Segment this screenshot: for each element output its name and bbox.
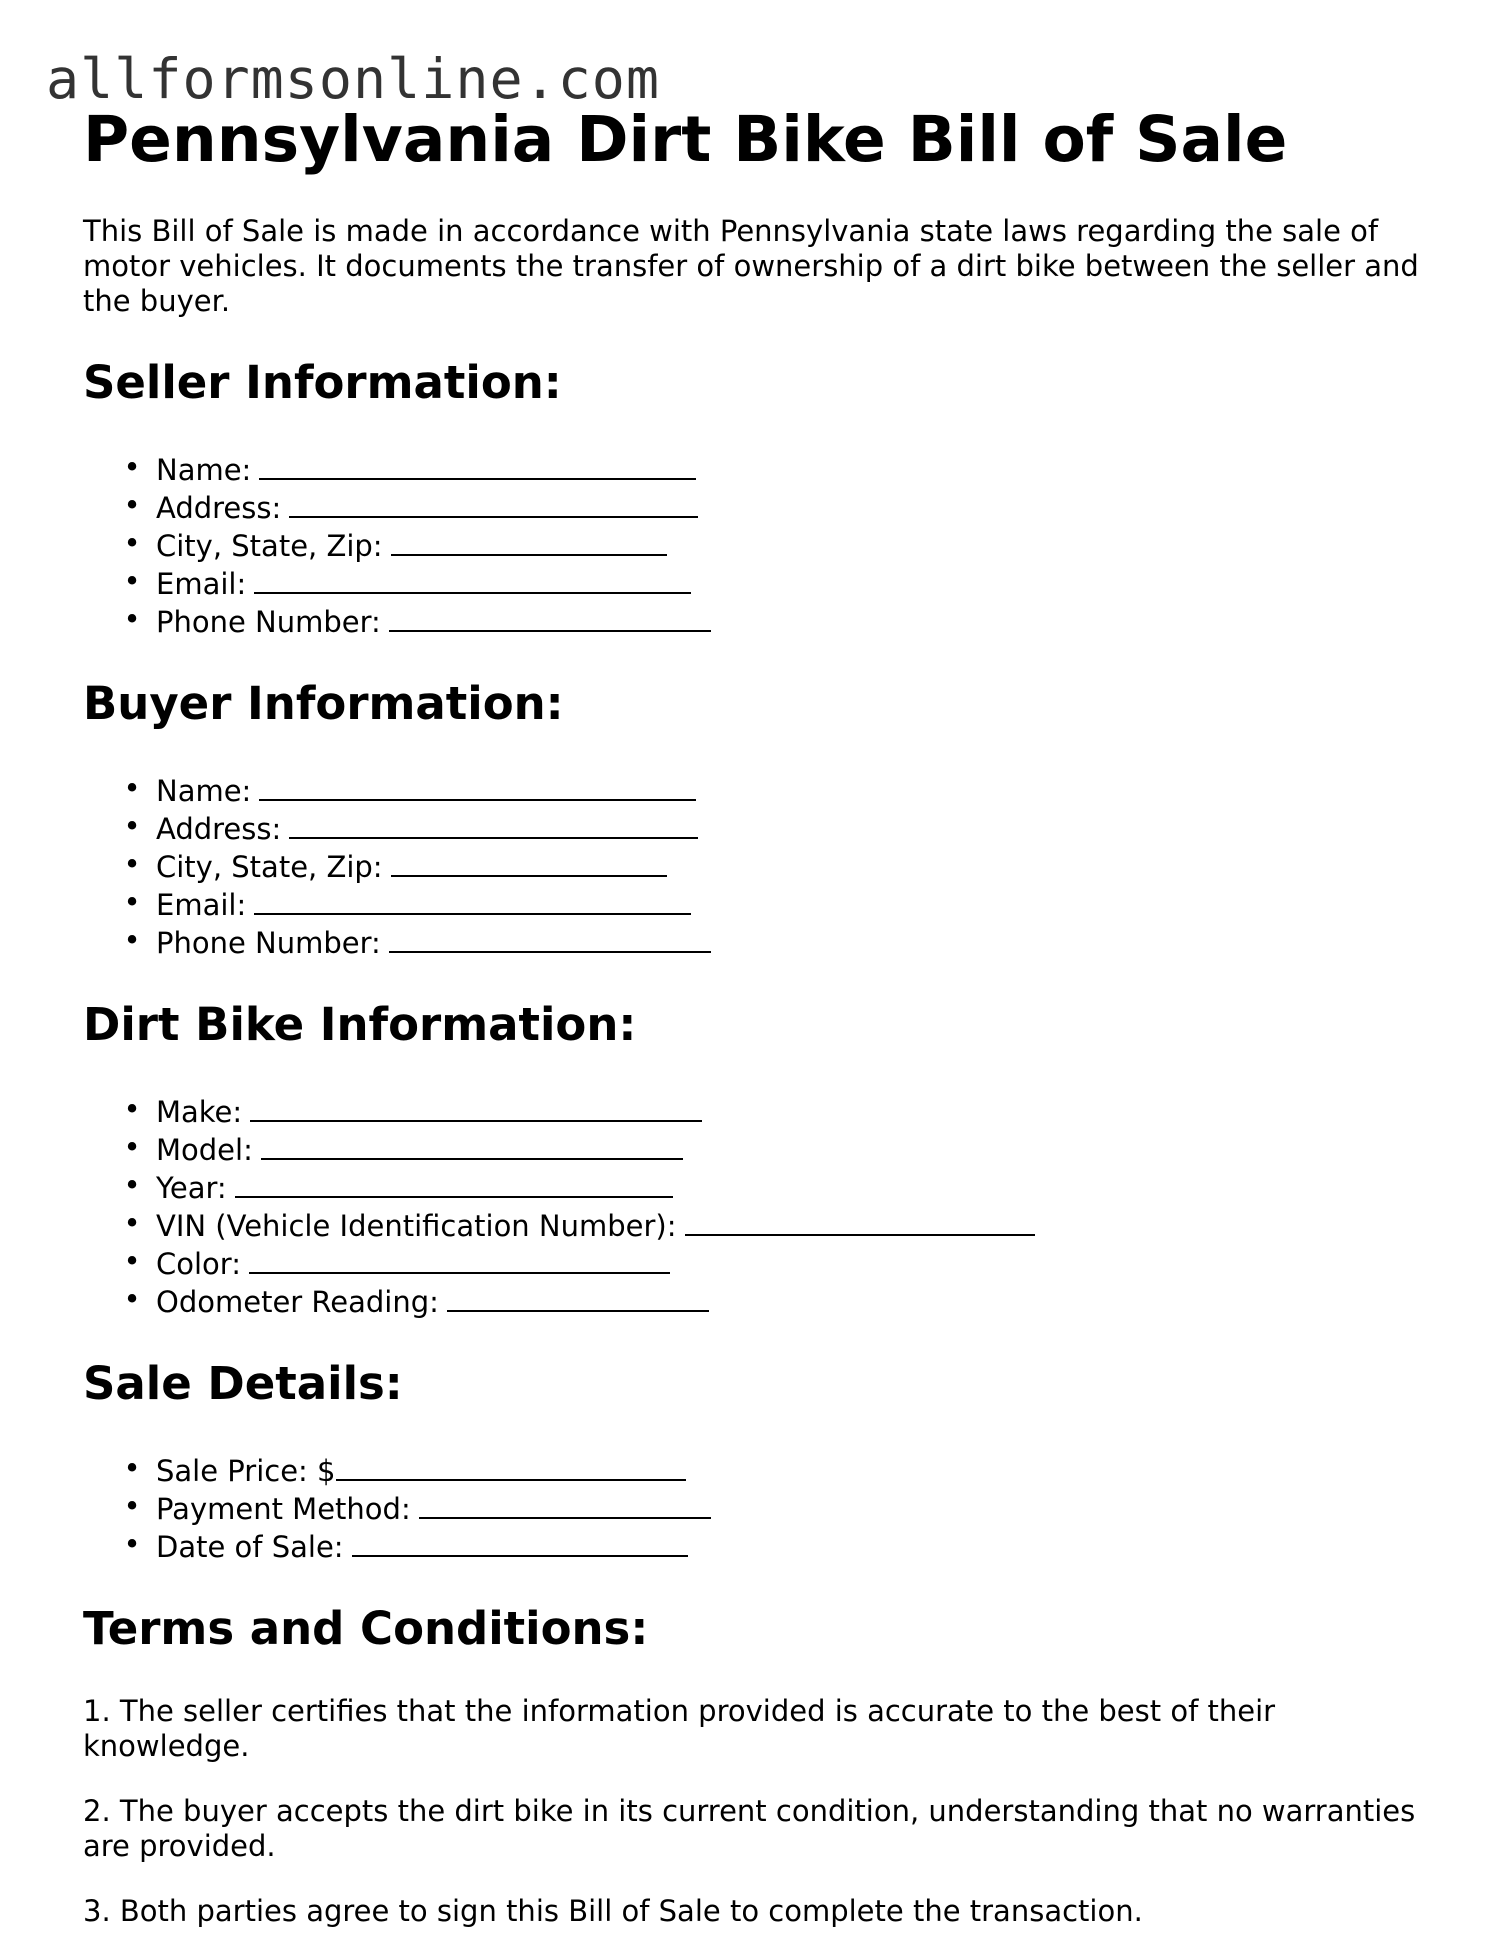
field-label: VIN (Vehicle Identification Number):	[156, 1209, 677, 1243]
bullet-icon: •	[123, 488, 141, 522]
buyer-address-field[interactable]	[83, 809, 1443, 847]
seller-field-list	[83, 450, 1443, 640]
field-label: Email:	[156, 888, 247, 922]
sale-price-field[interactable]	[83, 1451, 1443, 1489]
bullet-icon: •	[123, 809, 141, 843]
field-label: City, State, Zip:	[156, 850, 383, 884]
seller-address-field[interactable]	[83, 488, 1443, 526]
field-label: Sale Price: $	[156, 1454, 336, 1488]
field-label: Payment Method:	[156, 1492, 411, 1526]
seller-heading: Seller Information:	[83, 356, 562, 409]
blank-line[interactable]	[447, 1282, 709, 1312]
field-label: Address:	[156, 812, 282, 846]
bullet-icon: •	[123, 1130, 141, 1164]
buyer-phone-field[interactable]	[83, 923, 1443, 961]
buyer-name-field[interactable]	[83, 771, 1443, 809]
blank-line[interactable]	[254, 885, 691, 915]
intro-paragraph: This Bill of Sale is made in accordance with Pennsylvania state laws regarding the sale of motor vehicles. It documents the transfer of ownership of a dirt bike between the seller and the buyer.	[83, 214, 1419, 318]
field-label: Name:	[156, 774, 252, 808]
field-label: Name:	[156, 453, 252, 487]
buyer-heading: Buyer Information:	[83, 677, 564, 730]
bullet-icon: •	[123, 526, 141, 560]
blank-line[interactable]	[259, 450, 696, 480]
bullet-icon: •	[123, 885, 141, 919]
term-item: 3. Both parties agree to sign this Bill of Sale to complete the transaction.	[83, 1894, 1143, 1928]
bullet-icon: •	[123, 1206, 141, 1240]
field-label: Address:	[156, 491, 282, 525]
seller-city-state-zip-field[interactable]	[83, 526, 1443, 564]
blank-line[interactable]	[235, 1168, 673, 1198]
payment-method-field[interactable]	[83, 1489, 1443, 1527]
sale-heading: Sale Details:	[83, 1357, 403, 1410]
terms-heading: Terms and Conditions:	[83, 1602, 649, 1655]
bullet-icon: •	[123, 602, 141, 636]
bullet-icon: •	[123, 923, 141, 957]
field-label: Phone Number:	[156, 926, 381, 960]
bike-model-field[interactable]	[83, 1130, 1443, 1168]
buyer-city-state-zip-field[interactable]	[83, 847, 1443, 885]
bike-make-field[interactable]	[83, 1092, 1443, 1130]
blank-line[interactable]	[259, 771, 696, 801]
blank-line[interactable]	[391, 526, 667, 556]
blank-line[interactable]	[249, 1244, 670, 1274]
blank-line[interactable]	[391, 847, 667, 877]
bullet-icon: •	[123, 1489, 141, 1523]
field-label: Phone Number:	[156, 605, 381, 639]
field-label: City, State, Zip:	[156, 529, 383, 563]
field-label: Year:	[156, 1171, 227, 1205]
field-label: Date of Sale:	[156, 1530, 344, 1564]
date-of-sale-field[interactable]	[83, 1527, 1443, 1565]
blank-line[interactable]	[254, 564, 691, 594]
bike-heading: Dirt Bike Information:	[83, 998, 637, 1051]
bullet-icon: •	[123, 1527, 141, 1561]
bullet-icon: •	[123, 1092, 141, 1126]
blank-line[interactable]	[289, 488, 698, 518]
blank-line[interactable]	[389, 923, 711, 953]
watermark-text: allformsonline.com	[46, 47, 661, 111]
field-label: Odometer Reading:	[156, 1285, 439, 1319]
document-title: Pennsylvania Dirt Bike Bill of Sale	[83, 103, 1288, 176]
bike-year-field[interactable]	[83, 1168, 1443, 1206]
bullet-icon: •	[123, 1282, 141, 1316]
buyer-field-list	[83, 771, 1443, 961]
field-label: Email:	[156, 567, 247, 601]
blank-line[interactable]	[352, 1527, 688, 1557]
field-label: Model:	[156, 1133, 253, 1167]
terms-list	[83, 1694, 1443, 1929]
bullet-icon: •	[123, 564, 141, 598]
term-item: 1. The seller certifies that the information provided is accurate to the best of their knowledge.	[83, 1694, 1276, 1763]
sale-field-list	[83, 1451, 1443, 1565]
blank-line[interactable]	[685, 1206, 1035, 1236]
document-body	[83, 100, 1443, 1929]
bullet-icon: •	[123, 847, 141, 881]
bike-odometer-field[interactable]	[83, 1282, 1443, 1320]
seller-name-field[interactable]	[83, 450, 1443, 488]
bullet-icon: •	[123, 1244, 141, 1278]
bike-vin-field[interactable]	[83, 1206, 1443, 1244]
field-label: Make:	[156, 1095, 243, 1129]
blank-line[interactable]	[261, 1130, 683, 1160]
blank-line[interactable]	[250, 1092, 702, 1122]
bullet-icon: •	[123, 1451, 141, 1485]
seller-phone-field[interactable]	[83, 602, 1443, 640]
blank-line[interactable]	[389, 602, 711, 632]
field-label: Color:	[156, 1247, 241, 1281]
blank-line[interactable]	[336, 1451, 686, 1481]
bullet-icon: •	[123, 450, 141, 484]
term-item: 2. The buyer accepts the dirt bike in its current condition, understanding that no warranties are provided.	[83, 1794, 1416, 1863]
seller-email-field[interactable]	[83, 564, 1443, 602]
buyer-email-field[interactable]	[83, 885, 1443, 923]
blank-line[interactable]	[419, 1489, 711, 1519]
bike-color-field[interactable]	[83, 1244, 1443, 1282]
bike-field-list	[83, 1092, 1443, 1320]
blank-line[interactable]	[289, 809, 698, 839]
bullet-icon: •	[123, 1168, 141, 1202]
bullet-icon: •	[123, 771, 141, 805]
